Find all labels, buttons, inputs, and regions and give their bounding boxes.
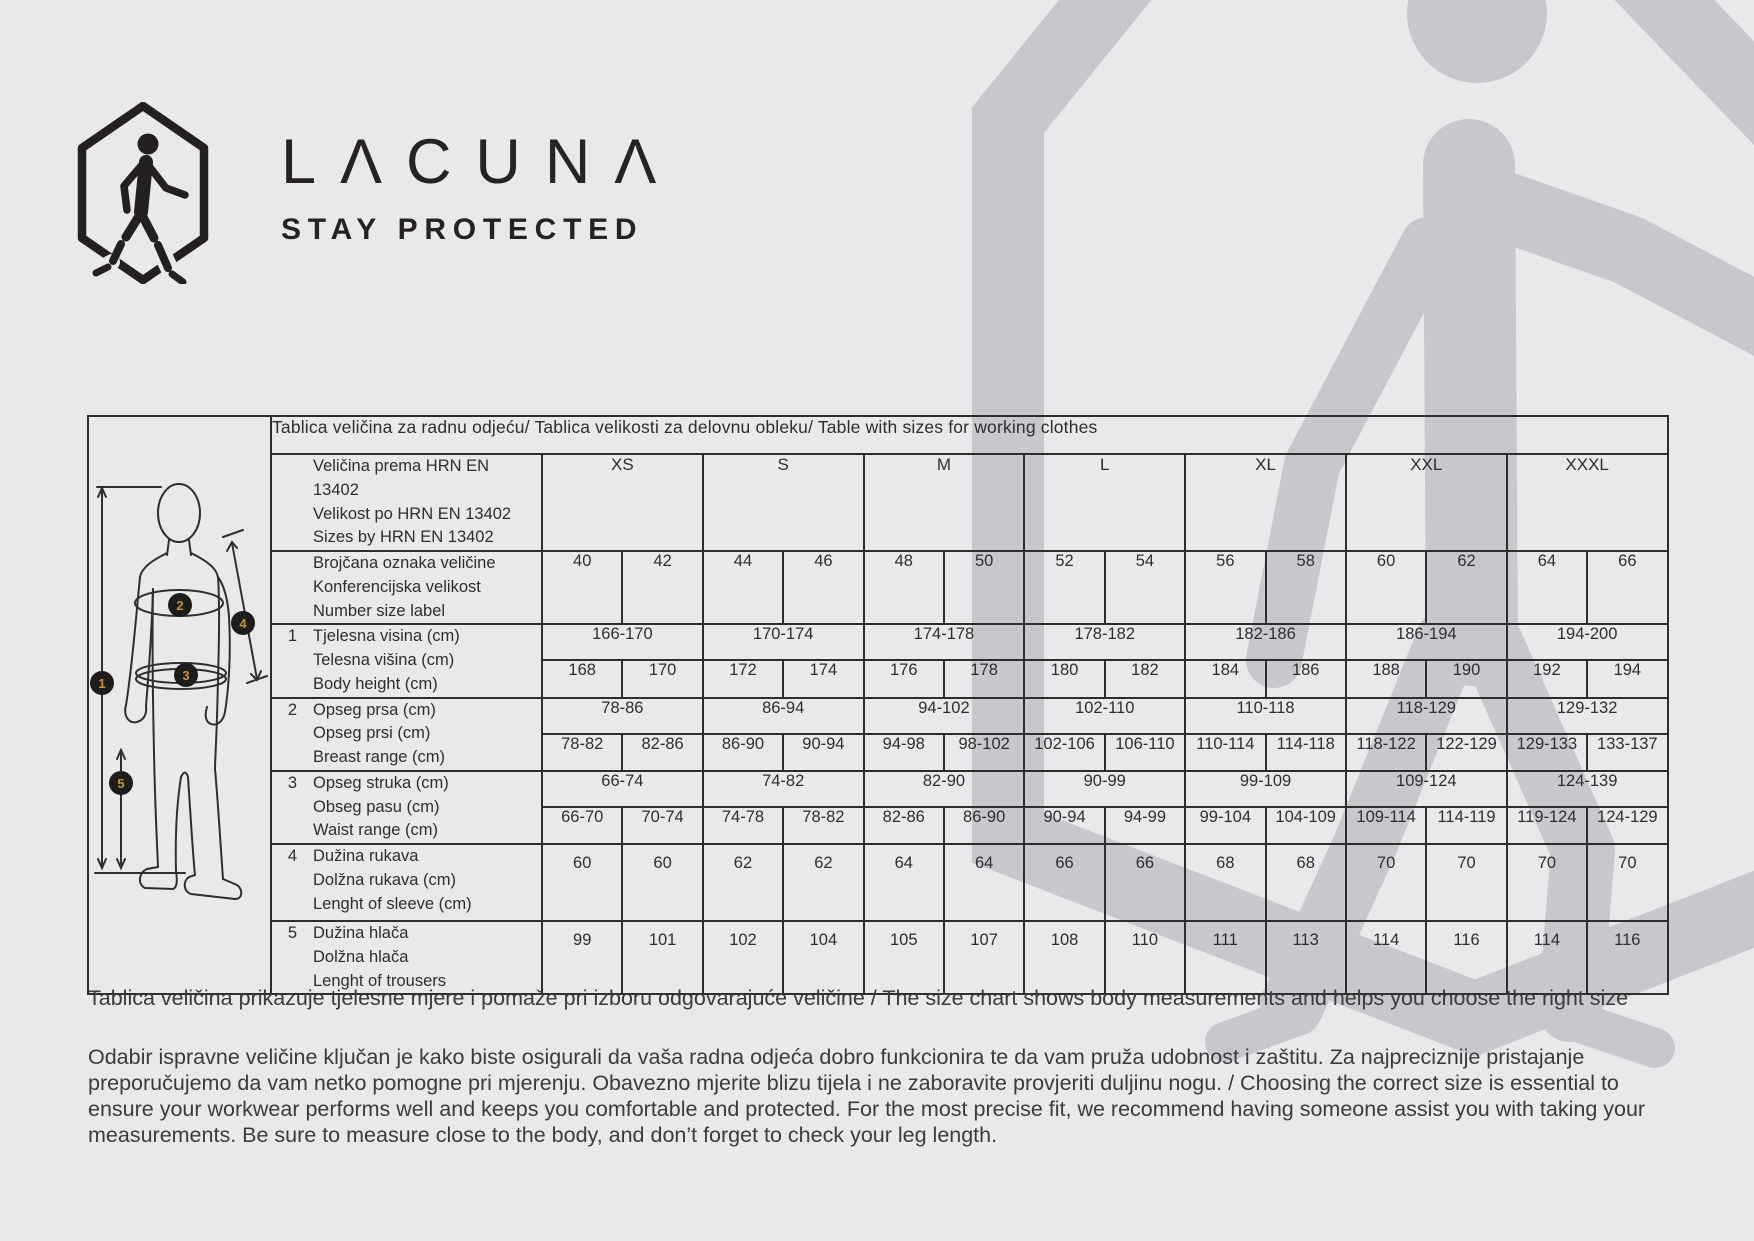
- row-number: 4: [287, 847, 298, 865]
- number-size-label: [271, 551, 542, 624]
- size-header-cell: XL: [1185, 454, 1346, 551]
- sleeve-value-cell: 64: [864, 844, 944, 921]
- height-range-cell: 186-194: [1346, 624, 1507, 660]
- breast-value-cell: 90-94: [783, 734, 863, 771]
- height-value-cell: 168: [542, 660, 622, 697]
- breast-range-cell: 110-118: [1185, 698, 1346, 734]
- height-range-cell: 174-178: [864, 624, 1025, 660]
- body-measurement-diagram: [88, 416, 271, 994]
- waist-value-cell: 70-74: [622, 807, 702, 844]
- label-line: Tjelesna visina (cm): [313, 627, 460, 646]
- label-line: Velikost po HRN EN 13402: [313, 504, 512, 523]
- marker-4: [231, 611, 255, 635]
- label-line: Brojčana oznaka veličine: [313, 554, 496, 572]
- waist-value-cell: 78-82: [783, 807, 863, 844]
- number-size-cell: 46: [783, 551, 863, 624]
- number-size-cell: 42: [622, 551, 702, 624]
- number-size-cell: 56: [1185, 551, 1265, 624]
- height-range-cell: 194-200: [1507, 624, 1668, 660]
- label-line: Breast range (cm): [313, 748, 446, 766]
- size-header-cell: S: [703, 454, 864, 551]
- trousers-value-cell: 104: [783, 921, 863, 994]
- breast-range-cell: 129-132: [1507, 698, 1668, 734]
- svg-text:5: 5: [117, 776, 125, 791]
- svg-text:3: 3: [182, 668, 190, 683]
- number-size-cell: 58: [1266, 551, 1346, 624]
- size-chart-note: Tablica veličina prikazuje tjelesne mjere i pomaže pri izboru odgovarajuće veličine / The size chart shows body measurements and helps you choose the right size: [88, 986, 1629, 1010]
- waist-value-cell: 99-104: [1185, 807, 1265, 844]
- sleeve-value-cell: 64: [944, 844, 1024, 921]
- number-size-cell: 66: [1587, 551, 1668, 624]
- number-size-cell: 52: [1024, 551, 1104, 624]
- marker-2: [168, 593, 192, 617]
- logo-hexagon-walker-icon: [76, 102, 210, 284]
- table-title: Tablica veličina za radnu odjeću/ Tablica velikosti za delovnu obleku/ Table with sizes for working clothes: [271, 416, 1668, 454]
- number-size-cell: 64: [1507, 551, 1587, 624]
- row-number: 1: [287, 627, 298, 646]
- height-value-cell: 184: [1185, 660, 1265, 697]
- row-number: 5: [287, 924, 298, 942]
- breast-range-cell: 118-129: [1346, 698, 1507, 734]
- height-value-cell: 186: [1266, 660, 1346, 697]
- label-line: Opseg prsi (cm): [313, 724, 431, 743]
- marker-3: [174, 663, 198, 687]
- number-size-cell: 48: [864, 551, 944, 624]
- trousers-value-cell: 110: [1105, 921, 1185, 994]
- body-measurement-figure-icon: [89, 417, 268, 979]
- row-label-sleeve-length: [271, 844, 542, 921]
- sleeve-value-cell: 62: [703, 844, 783, 921]
- height-value-cell: 190: [1426, 660, 1506, 697]
- breast-range-cell: 86-94: [703, 698, 864, 734]
- breast-value-cell: 133-137: [1587, 734, 1668, 771]
- size-chart-table: [87, 415, 1669, 995]
- sleeve-value-cell: 70: [1346, 844, 1426, 921]
- marker-5: [109, 771, 133, 795]
- height-range-cell: 166-170: [542, 624, 703, 660]
- waist-value-cell: 94-99: [1105, 807, 1185, 844]
- row-label-trousers-length: [271, 921, 542, 994]
- number-size-cell: 54: [1105, 551, 1185, 624]
- label-line: Dolžna hlača: [313, 947, 409, 966]
- size-header-cell: L: [1024, 454, 1185, 551]
- height-range-cell: 178-182: [1024, 624, 1185, 660]
- height-value-cell: 194: [1587, 660, 1668, 697]
- waist-range-cell: 109-124: [1346, 771, 1507, 807]
- size-chart-instructions: Odabir ispravne veličine ključan je kako biste osigurali da vaša radna odjeća dobro funkcionira te da vam pruža udobnost i zaštitu. Za najpreciznije pristajanje preporučujemo da vam netko pomogne pri mjerenju. Obavezno mjerite blizu tijela i ne zaboravite provjeriti duljinu nogu. / Choosing the correct size is essential to ensure your workwear performs well and keeps you comfortable and protected. For the most precise fit, we recommend having someone assist you with taking your measurements. Be sure to measure close to the body, and don’t forget to check your leg length.: [88, 1045, 1646, 1147]
- waist-range-cell: 82-90: [864, 771, 1025, 807]
- sleeve-value-cell: 66: [1105, 844, 1185, 921]
- brand-block: [281, 126, 680, 247]
- waist-range-cell: 66-74: [542, 771, 703, 807]
- waist-value-cell: 109-114: [1346, 807, 1426, 844]
- waist-value-cell: 82-86: [864, 807, 944, 844]
- sleeve-value-cell: 70: [1587, 844, 1668, 921]
- waist-value-cell: 119-124: [1507, 807, 1587, 844]
- waist-value-cell: 124-129: [1587, 807, 1668, 844]
- trousers-value-cell: 114: [1346, 921, 1426, 994]
- breast-value-cell: 94-98: [864, 734, 944, 771]
- trousers-value-cell: 116: [1587, 921, 1668, 994]
- number-size-cell: 50: [944, 551, 1024, 624]
- svg-text:2: 2: [176, 598, 184, 613]
- number-size-cell: 62: [1426, 551, 1506, 624]
- label-line: Lenght of trousers: [313, 971, 446, 990]
- breast-value-cell: 110-114: [1185, 734, 1265, 771]
- number-size-cell: 60: [1346, 551, 1426, 624]
- row-label-body-height: [271, 624, 542, 697]
- label-line: Obseg pasu (cm): [313, 797, 440, 816]
- label-line: Waist range (cm): [313, 821, 438, 840]
- brand-wordmark: LΛCUNΛ: [281, 127, 681, 197]
- waist-value-cell: 66-70: [542, 807, 622, 844]
- svg-text:1: 1: [98, 676, 106, 691]
- label-line: Number size label: [313, 601, 446, 620]
- row-label-breast-range: [271, 698, 542, 771]
- trousers-value-cell: 114: [1507, 921, 1587, 994]
- size-standard-label: [271, 454, 542, 551]
- breast-range-cell: 94-102: [864, 698, 1025, 734]
- waist-value-cell: 86-90: [944, 807, 1024, 844]
- breast-value-cell: 106-110: [1105, 734, 1185, 771]
- label-line: Telesna višina (cm): [313, 651, 455, 669]
- waist-range-cell: 74-82: [703, 771, 864, 807]
- breast-value-cell: 78-82: [542, 734, 622, 771]
- sleeve-value-cell: 60: [622, 844, 702, 921]
- sleeve-value-cell: 68: [1185, 844, 1265, 921]
- waist-value-cell: 90-94: [1024, 807, 1104, 844]
- height-value-cell: 172: [703, 660, 783, 697]
- height-value-cell: 174: [783, 660, 863, 697]
- label-line: Dužina hlača: [313, 924, 409, 942]
- trousers-value-cell: 102: [703, 921, 783, 994]
- breast-value-cell: 82-86: [622, 734, 702, 771]
- sleeve-value-cell: 66: [1024, 844, 1104, 921]
- label-line: Dolžna rukava (cm): [313, 870, 457, 889]
- trousers-value-cell: 105: [864, 921, 944, 994]
- svg-text:4: 4: [239, 616, 247, 631]
- waist-range-cell: 99-109: [1185, 771, 1346, 807]
- size-header-cell: M: [864, 454, 1025, 551]
- trousers-value-cell: 108: [1024, 921, 1104, 994]
- waist-range-cell: 90-99: [1024, 771, 1185, 807]
- height-value-cell: 176: [864, 660, 944, 697]
- size-header-cell: XXL: [1346, 454, 1507, 551]
- waist-value-cell: 74-78: [703, 807, 783, 844]
- label-line: Sizes by HRN EN 13402: [313, 528, 494, 547]
- label-line: Lenght of sleeve (cm): [313, 894, 472, 913]
- breast-value-cell: 122-129: [1426, 734, 1506, 771]
- waist-value-cell: 104-109: [1266, 807, 1346, 844]
- breast-value-cell: 98-102: [944, 734, 1024, 771]
- row-number: 3: [287, 773, 298, 792]
- trousers-value-cell: 111: [1185, 921, 1265, 994]
- height-range-cell: 170-174: [703, 624, 864, 660]
- breast-value-cell: 129-133: [1507, 734, 1587, 771]
- height-value-cell: 178: [944, 660, 1024, 697]
- label-line: Opseg struka (cm): [313, 773, 449, 792]
- sleeve-value-cell: 70: [1507, 844, 1587, 921]
- height-value-cell: 192: [1507, 660, 1587, 697]
- height-value-cell: 180: [1024, 660, 1104, 697]
- label-line: Opseg prsa (cm): [313, 700, 436, 719]
- breast-value-cell: 114-118: [1266, 734, 1346, 771]
- label-line: Body height (cm): [313, 674, 438, 693]
- row-number: 2: [287, 700, 298, 719]
- trousers-value-cell: 101: [622, 921, 702, 994]
- sleeve-value-cell: 62: [783, 844, 863, 921]
- trousers-value-cell: 113: [1266, 921, 1346, 994]
- breast-value-cell: 118-122: [1346, 734, 1426, 771]
- breast-range-cell: 102-110: [1024, 698, 1185, 734]
- height-value-cell: 188: [1346, 660, 1426, 697]
- label-line: Dužina rukava: [313, 847, 419, 865]
- sleeve-value-cell: 70: [1426, 844, 1506, 921]
- breast-range-cell: 78-86: [542, 698, 703, 734]
- breast-value-cell: 86-90: [703, 734, 783, 771]
- size-header-cell: XS: [542, 454, 703, 551]
- trousers-value-cell: 107: [944, 921, 1024, 994]
- sleeve-value-cell: 68: [1266, 844, 1346, 921]
- marker-1: [90, 671, 114, 695]
- height-value-cell: 170: [622, 660, 702, 697]
- trousers-value-cell: 116: [1426, 921, 1506, 994]
- number-size-cell: 44: [703, 551, 783, 624]
- label-line: Veličina prema HRN EN 13402: [313, 457, 490, 499]
- height-range-cell: 182-186: [1185, 624, 1346, 660]
- waist-value-cell: 114-119: [1426, 807, 1506, 844]
- trousers-value-cell: 99: [542, 921, 622, 994]
- row-label-waist-range: [271, 771, 542, 844]
- height-value-cell: 182: [1105, 660, 1185, 697]
- number-size-cell: 40: [542, 551, 622, 624]
- label-line: Konferencijska velikost: [313, 577, 481, 596]
- sleeve-value-cell: 60: [542, 844, 622, 921]
- size-header-cell: XXXL: [1507, 454, 1668, 551]
- brand-tagline: STAY PROTECTED: [281, 213, 644, 246]
- waist-range-cell: 124-139: [1507, 771, 1668, 807]
- breast-value-cell: 102-106: [1024, 734, 1104, 771]
